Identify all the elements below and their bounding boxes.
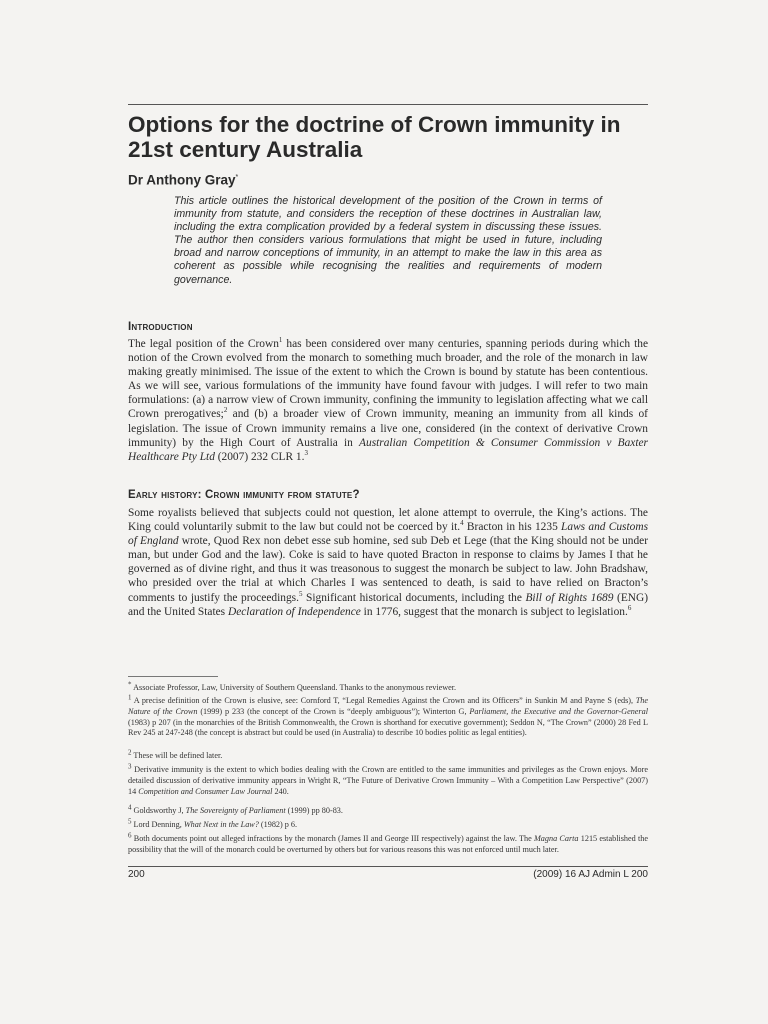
text-run: has been considered over many centuries, spanning periods during which the notion of the Crown evolved from the monarch to something much broader, and the role of the monarch in law making greatly minimised. The issue of the extent to which the Crown is bound by statute has been contentious. As we will see, various formulations of the immunity have found favour with judges. I will refer to two main formulations: (a) a narrow view of Crown immunity, confining the immunity to legislation affecting what we call Crown prerogatives; (128, 338, 648, 421)
footnote-ref: 6 (627, 603, 632, 612)
footnote-italic: Competition and Consumer Law Journal (138, 786, 273, 796)
footnote-5 (128, 817, 648, 831)
journal-page (128, 0, 648, 1024)
introduction-paragraph (128, 337, 648, 464)
footnote-text: Both documents point out alleged infractions by the monarch (James II and George III respectively) against the law. The (131, 834, 534, 843)
footnote-6 (128, 831, 648, 856)
footnote-author (128, 680, 648, 694)
early-history-paragraph (128, 506, 648, 619)
author-name: Dr Anthony Gray (128, 172, 236, 188)
footnote-2 (128, 748, 648, 762)
work-title: Declaration of Independence (227, 605, 361, 618)
footnote-text: Goldsworthy J, (131, 806, 186, 815)
footnote-text: These will be defined later. (131, 751, 223, 760)
work-title: Bill of Rights 1689 (525, 591, 614, 604)
text-run: (2007) 232 CLR 1. (214, 450, 305, 463)
top-rule (128, 104, 648, 105)
footnote-text: A precise definition of the Crown is elusive, see: Cornford T, “Legal Remedies Against the Crown and its Officers” in Sunkin M and Payne S (eds), (131, 696, 636, 705)
journal-citation: (2009) 16 AJ Admin L 200 (533, 869, 648, 880)
abstract: This article outlines the historical development of the position of the Crown in terms of immunity from statute, and considers the reception of these doctrines in Australian law, including the extra complication provided by a federal system in discussing these issues. The author then considers various formulations that might be used in future, including broad and narrow conceptions of immunity, in an attempt to make the law in this area as coherent as possible while recognising the realities and requirements of modern governance. (174, 195, 602, 286)
footnote-text: (1982) p 6. (258, 820, 298, 829)
author-footnote-mark: * (235, 174, 239, 181)
text-run: Significant historical documents, including the (302, 591, 526, 604)
text-run: and (b) a broader view of Crown immunity, meaning an immunity from all kinds of legislation. The issue of Crown immunity remains a live one, considered (in the context of derivative Crown immunity) by the High Court of Australia in (128, 408, 648, 449)
work-title: Laws and Customs of England (128, 521, 649, 548)
text-run: in 1776, suggest that the monarch is subject to legislation. (360, 605, 628, 618)
author-line (128, 170, 238, 189)
footnote-ref: 3 (304, 448, 308, 457)
footnote-mark: * (128, 680, 132, 689)
footnote-text: (1999) p 233 (the concept of the Crown is “deeply ambiguous”); Winterton G, (197, 706, 470, 716)
footnote-1 (128, 693, 648, 739)
footnote-ref: 1 (278, 336, 283, 345)
footnote-mark: 1 (128, 693, 132, 702)
text-run: The legal position of the Crown (128, 338, 279, 350)
footnote-mark: 6 (128, 831, 132, 840)
early-history-heading: Early history: Crown immunity from statute? (128, 489, 360, 501)
footnote-italic: What Next in the Law? (183, 820, 259, 829)
footnote-text: 240. (272, 786, 289, 796)
footnote-text: Derivative immunity is the extent to which bodies dealing with the Crown are entitled to the same immunities and privileges as the Crown enjoys. More detailed discussion of derivative immunity appears in Wright R, “The Future of Derivative Crown Immunity – With a Competition Law Perspective” (2007) 14 (128, 765, 648, 796)
footnote-italic: The Nature of the Crown (128, 696, 648, 716)
footnote-italic: Parliament, the Executive and the Governor-General (469, 706, 648, 716)
footnote-mark: 2 (128, 748, 132, 757)
footnote-text: (1983) p 207 (in the monarchies of the British Commonwealth, the Crown is shorthand for executive government); Seddon N, “The Crown” (2000) 28 Fed L Rev 245 at 247-248 (the concept is abstract but could be used (in Australia) to describe 10 bodies politic as legal entities). (128, 717, 648, 738)
case-name: Australian Competition & Consumer Commission v Baxter Healthcare Pty Ltd (128, 436, 648, 463)
footnote-ref: 2 (223, 406, 228, 415)
article-title: Options for the doctrine of Crown immunity in 21st century Australia (128, 112, 621, 162)
footnote-text: (1999) pp 80-83. (285, 806, 343, 815)
footnote-mark: 4 (128, 803, 132, 812)
footnote-mark: 3 (128, 762, 132, 771)
footnote-4 (128, 803, 648, 817)
bottom-rule (128, 866, 648, 867)
footnote-text: Lord Denning, (131, 820, 184, 829)
text-run: Bracton in his 1235 (463, 521, 562, 534)
footnote-italic: The Sovereignty of Parliament (185, 806, 286, 815)
footnote-text: 1215 established the possibility that the will of the monarch could be overturned by others but for various reasons this was not enforced until much later. (128, 834, 648, 854)
footnote-italic: Magna Carta (533, 834, 579, 843)
footnote-3 (128, 762, 648, 797)
footnote-ref: 4 (460, 519, 464, 528)
footnote-ref: 5 (298, 589, 303, 598)
page-number: 200 (128, 869, 145, 880)
text-run: (ENG) and the United States (128, 591, 649, 618)
text-run: wrote, Quod Rex non debet esse sub homine, sed sub Deb et Lege (that the King should not be under man, but under God and the law). Coke is said to have quoted Bracton in response to claims by James I that he governed as of divine right, and thus it was treasonous to suggest the monarch be subject to law. John Bradshaw, who presided over the trial at which Charles I was sentenced to death, is said to have relied on Bracton’s comments to justify the proceedings. (128, 535, 648, 604)
text-run: Some royalists believed that subjects could not question, let alone attempt to overrule, the King’s actions. The King could voluntarily submit to the law but could not be coerced by it. (128, 507, 648, 534)
footnote-rule (128, 676, 218, 677)
introduction-heading: Introduction (128, 321, 193, 333)
footnote-text: Associate Professor, Law, University of Southern Queensland. Thanks to the anonymous reviewer. (131, 683, 457, 692)
footnote-mark: 5 (128, 817, 132, 826)
